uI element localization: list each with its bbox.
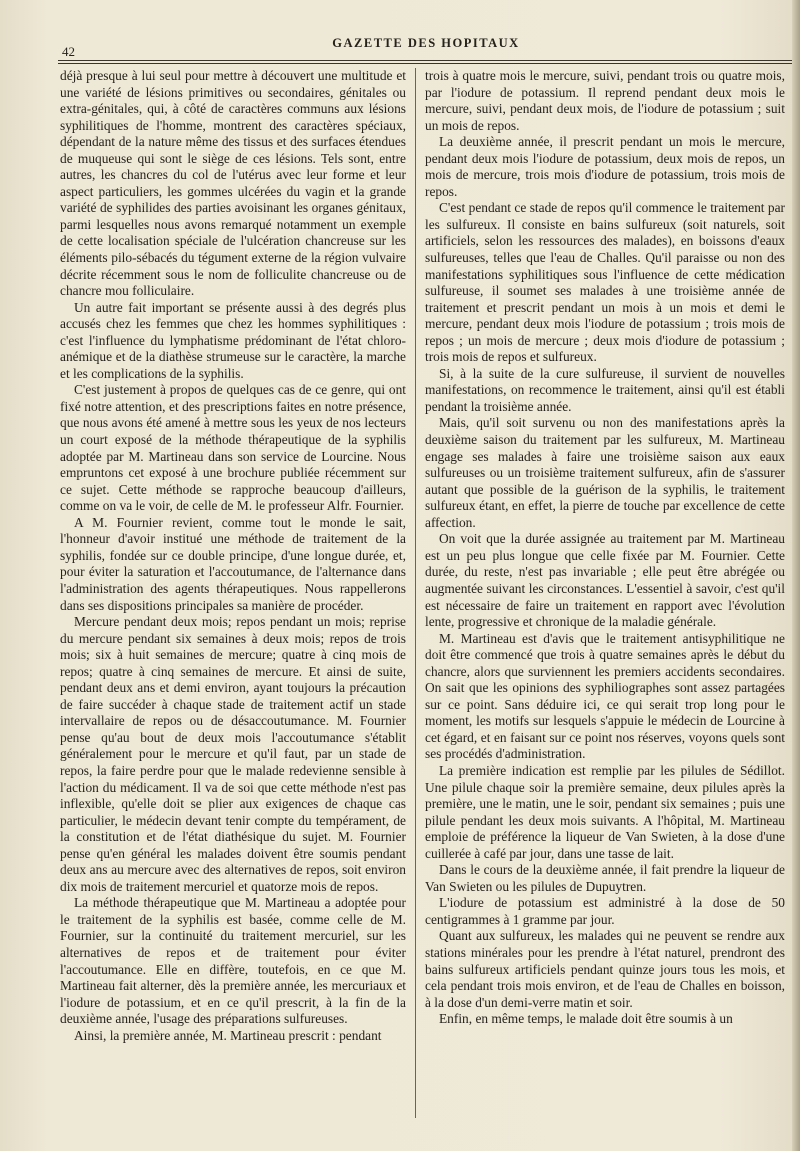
right-column [425, 68, 785, 1128]
paragraph: déjà presque à lui seul pour mettre à découvert une multitude et une variété de lésions primitives ou secondaires, génitales ou extra-génitales, qui, à côté de caractères communs aux lésions syphilitiques de l'homme, montrent des caractères spéciaux, dépendant de la nature même des tissus et des surfaces étendues de muqueuse qui sont le siège de ces lésions. Tels sont, entre autres, les chancres du col de l'utérus avec leur forme et leur aspect particuliers, les gommes ulcérées du vagin et la grande variété de syphilides des parties avoisinant les organes génitaux, parmi lesquelles nous avons remarqué notamment un exemple de cette localisation spéciale de l'ulcération chancreuse sur les éléments pilo-sébacés du tégument externe de la région vulvaire décrite récemment sous le nom de folliculite chancreuse ou de chancre mou folliculaire. [60, 68, 406, 299]
paragraph: L'iodure de potassium est administré à la dose de 50 centigrammes à 1 gramme par jour. [425, 895, 785, 927]
paragraph: On voit que la durée assignée au traitement par M. Martineau est un peu plus longue que celle fixée par M. Fournier. Cette durée, du reste, n'est pas invariable ; elle peut être abrégée ou augmentée suivant les circonstances. L'essentiel à savoir, c'est qu'il est nécessaire de faire un traitement en rapport avec l'évolution lente, progressive et chronique de la maladie générale. [425, 531, 785, 630]
paragraph: A M. Fournier revient, comme tout le monde le sait, l'honneur d'avoir institué une méthode de traitement de la syphilis, fondée sur ce double principe, d'une longue durée, et, pour éviter la saturation et l'accoutumance, de l'alternance dans l'administration des agents thérapeutiques. Nous rappellerons dans ses dispositions principales sa manière de procéder. [60, 514, 406, 613]
page-edge [792, 0, 800, 1151]
column-divider [415, 68, 416, 1118]
paragraph: La première indication est remplie par les pilules de Sédillot. Une pilule chaque soir la première semaine, deux pilules après la première, une le matin, une le soir, pendant six semaines ; puis une pilule pendant les deux mois suivants. A l'hôpital, M. Martineau emploie de préférence la liqueur de Van Swieten, à la dose d'une cuillerée à café par jour, dans une tasse de lait. [425, 762, 785, 861]
paragraph: Dans le cours de la deuxième année, il fait prendre la liqueur de Van Swieten ou les pilules de Dupuytren. [425, 862, 785, 894]
paragraph: C'est pendant ce stade de repos qu'il commence le traitement par les sulfureux. Il consiste en bains sulfureux (soit naturels, soit artificiels, selon les ressources des malades), en boissons d'eaux sulfureuses, telles que l'eau de Challes. Qu'il paraisse ou non des manifestations syphilitiques sous l'influence de cette médication sulfureuse, il soumet ses malades à une troisième année de traitement et prescrit pendant un mois à un mois et demi le mercure, pendant deux mois l'iodure de potassium ; trois mois de repos ; un mois de mercure ; deux mois d'iodure de potassium ; trois mois de repos et sulfureux. [425, 200, 785, 365]
paragraph: Si, à la suite de la cure sulfureuse, il survient de nouvelles manifestations, on recommence le traitement, ainsi qu'il est établi pendant la troisième année. [425, 365, 785, 414]
header-rule [58, 60, 792, 61]
paragraph: La deuxième année, il prescrit pendant un mois le mercure, pendant deux mois l'iodure de potassium, deux mois de repos, un mois de mercure, trois mois d'iodure de potassium, trois mois de repos. [425, 134, 785, 199]
page-header [62, 36, 790, 60]
journal-title: GAZETTE DES HOPITAUX [332, 36, 520, 50]
header-rule-double [58, 63, 792, 64]
left-column [60, 68, 406, 1128]
paragraph: Mercure pendant deux mois; repos pendant un mois; reprise du mercure pendant six semaines à deux mois; repos de trois mois; six à huit semaines de mercure; quatre à cinq mois de repos; quatre à cinq semaines de mercure. Et ainsi de suite, pendant deux ans et demi environ, ayant toujours la précaution de faire succéder à chaque stade de traitement actif un stade intervallaire de repos ou de désaccoutumance. M. Fournier pense qu'au bout de deux mois l'accoutumance s'établit généralement pour le mercure et qu'il faut, par un stade de repos, la faire perdre pour que le malade redevienne sensible à l'action du médicament. Il va de soi que cette méthode n'est pas inflexible, qu'elle doit se plier aux exigences de chaque cas particulier, le médecin devant tenir compte du tempérament, de la constitution et de l'état diathésique du sujet. M. Fournier pense qu'en général les malades doivent être soumis pendant deux ans au mercure avec des alternatives de repos, soit environ dix mois de traitement mercuriel et quatorze mois de repos. [60, 614, 406, 894]
paragraph: Enfin, en même temps, le malade doit être soumis à un [439, 1011, 733, 1027]
paragraph: Mais, qu'il soit survenu ou non des manifestations après la deuxième saison du traitement par les sulfureux, M. Martineau engage ses malades à faire une troisième saison aux eaux sulfureuses ou un troisième traitement sulfureux, afin de s'assurer autant que possible de la guérison de la syphilis, le traitement sulfureux étant, en effet, la pierre de touche par excellence de cette affection. [425, 415, 785, 530]
paragraph: Un autre fait important se présente aussi à des degrés plus accusés chez les femmes que chez les hommes syphilitiques : c'est l'influence du lymphatisme prédominant de l'état chloro-anémique et de la diathèse strumeuse sur le caractère, la marche et les complications de la syphilis. [60, 299, 406, 381]
paragraph: C'est justement à propos de quelques cas de ce genre, qui ont fixé notre attention, et des prescriptions faites en notre présence, que nous avons été amené à mettre sous les yeux de nos lecteurs un court exposé de la méthode thérapeutique de la syphilis adoptée par M. Martineau dans son service de Lourcine. Nous empruntons cet exposé à une brochure publiée récemment sur ce sujet. Cette méthode se rapproche beaucoup d'ailleurs, comme on va le voir, de celle de M. le professeur Alfr. Fournier. [60, 382, 406, 514]
paragraph: Quant aux sulfureux, les malades qui ne peuvent se rendre aux stations minérales pour les prendre à l'état naturel, prendront des bains sulfureux artificiels pendant quinze jours tous les mois, et cela pendant trois mois environ, et de l'eau de Challes en boisson, à la dose d'un demi-verre matin et soir. [425, 928, 785, 1010]
paragraph: Ainsi, la première année, M. Martineau prescrit : pendant [74, 1027, 382, 1043]
page-number: 42 [62, 44, 75, 59]
paragraph: trois à quatre mois le mercure, suivi, pendant trois ou quatre mois, par l'iodure de potassium. Il reprend pendant deux mois le mercure, suivi, pendant deux mois, de l'iodure de potassium ; suit un mois de repos. [425, 68, 785, 133]
paragraph: M. Martineau est d'avis que le traitement antisyphilitique ne doit être commencé que trois à quatre semaines après le début du chancre, alors que surviennent les premiers accidents secondaires. On sait que les opinions des syphiliographes sont assez partagées sur ce point. Sans déduire ici, ce qui serait trop long pour le moment, les motifs sur lesquels s'appuie le médecin de Lourcine à cet égard, et en faisant sur ce point nos réserves, voyons quels sont ses procédés d'administration. [425, 630, 785, 762]
paragraph: La méthode thérapeutique que M. Martineau a adoptée pour le traitement de la syphilis est basée, comme celle de M. Fournier, sur la continuité du traitement mercuriel, sur les alternatives de repos et de traitement pour éviter l'accoutumance. Elle en diffère, toutefois, en ce que M. Martineau fait alterner, dès la première année, les mercuriaux et l'iodure de potassium, et en ce qu'il prescrit, à la fin de la deuxième année, l'usage des préparations sulfureuses. [60, 895, 406, 1027]
